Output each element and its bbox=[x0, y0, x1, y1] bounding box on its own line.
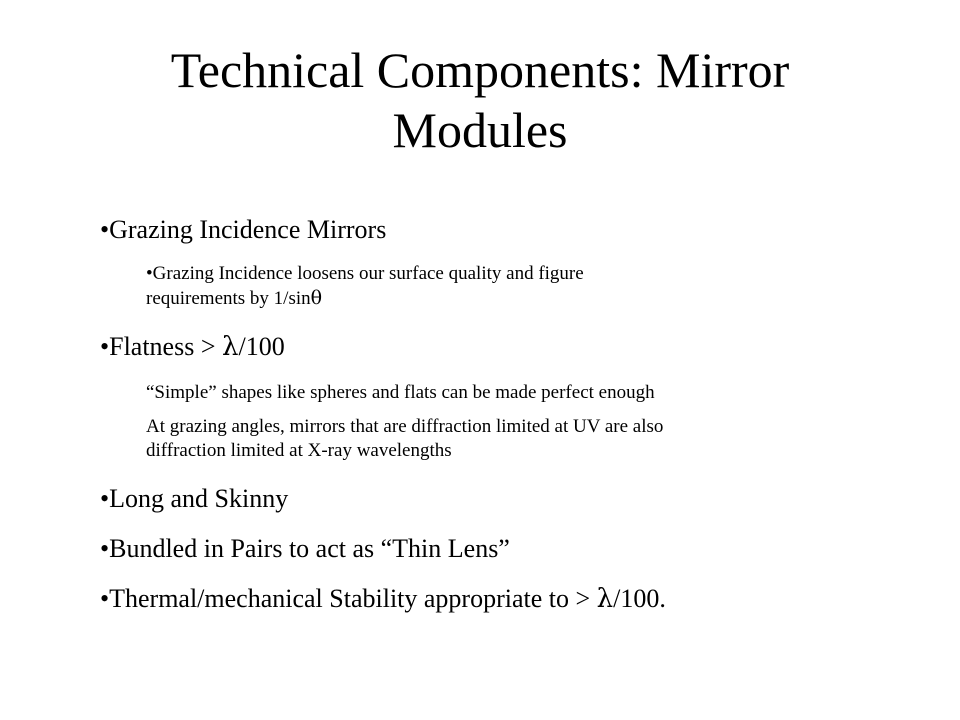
theta-symbol: θ bbox=[310, 287, 323, 309]
bullet-text-suffix: /100 bbox=[238, 332, 285, 361]
slide-title-line-1: Technical Components: Mirror bbox=[170, 42, 790, 98]
bullet-grazing-incidence-mirrors bbox=[100, 214, 860, 246]
bullet-text: Grazing Incidence Mirrors bbox=[109, 215, 387, 244]
lambda-symbol: λ bbox=[222, 332, 239, 362]
bullet-marker: • bbox=[100, 484, 110, 513]
subitem-simple-shapes bbox=[100, 381, 860, 405]
lambda-symbol: λ bbox=[596, 584, 614, 614]
bullet-text: Bundled in Pairs to act as “Thin Lens” bbox=[109, 534, 510, 563]
subbullet-grazing-incidence-loosens bbox=[100, 262, 860, 311]
bullet-text-suffix: /100. bbox=[613, 584, 666, 613]
subitem-grazing-angles bbox=[100, 415, 860, 463]
subbullet-text-line-1: Grazing Incidence loosens our surface quality and figure bbox=[152, 263, 584, 284]
subitem-text: “Simple” shapes like spheres and flats can be made perfect enough bbox=[146, 382, 655, 403]
bullet-text: Long and Skinny bbox=[109, 484, 289, 513]
subbullet-marker: • bbox=[146, 263, 153, 284]
bullet-text-prefix: Thermal/mechanical Stability appropriate to > bbox=[109, 584, 597, 613]
slide-content bbox=[100, 214, 860, 615]
bullet-bundled-in-pairs bbox=[100, 533, 860, 565]
slide-title-line-2: Modules bbox=[392, 102, 568, 158]
bullet-text-prefix: Flatness > bbox=[109, 332, 222, 361]
bullet-long-and-skinny bbox=[100, 483, 860, 515]
bullet-flatness bbox=[100, 331, 860, 363]
bullet-marker: • bbox=[100, 332, 110, 361]
bullet-thermal-mechanical-stability bbox=[100, 583, 860, 615]
subitem-text-line-1: At grazing angles, mirrors that are diffraction limited at UV are also bbox=[146, 416, 664, 437]
bullet-marker: • bbox=[100, 215, 110, 244]
slide-title bbox=[60, 40, 900, 160]
subbullet-text-line-2: requirements by 1/sin bbox=[146, 288, 311, 309]
subitem-text-line-2: diffraction limited at X-ray wavelengths bbox=[146, 440, 452, 461]
bullet-marker: • bbox=[100, 584, 110, 613]
bullet-marker: • bbox=[100, 534, 110, 563]
